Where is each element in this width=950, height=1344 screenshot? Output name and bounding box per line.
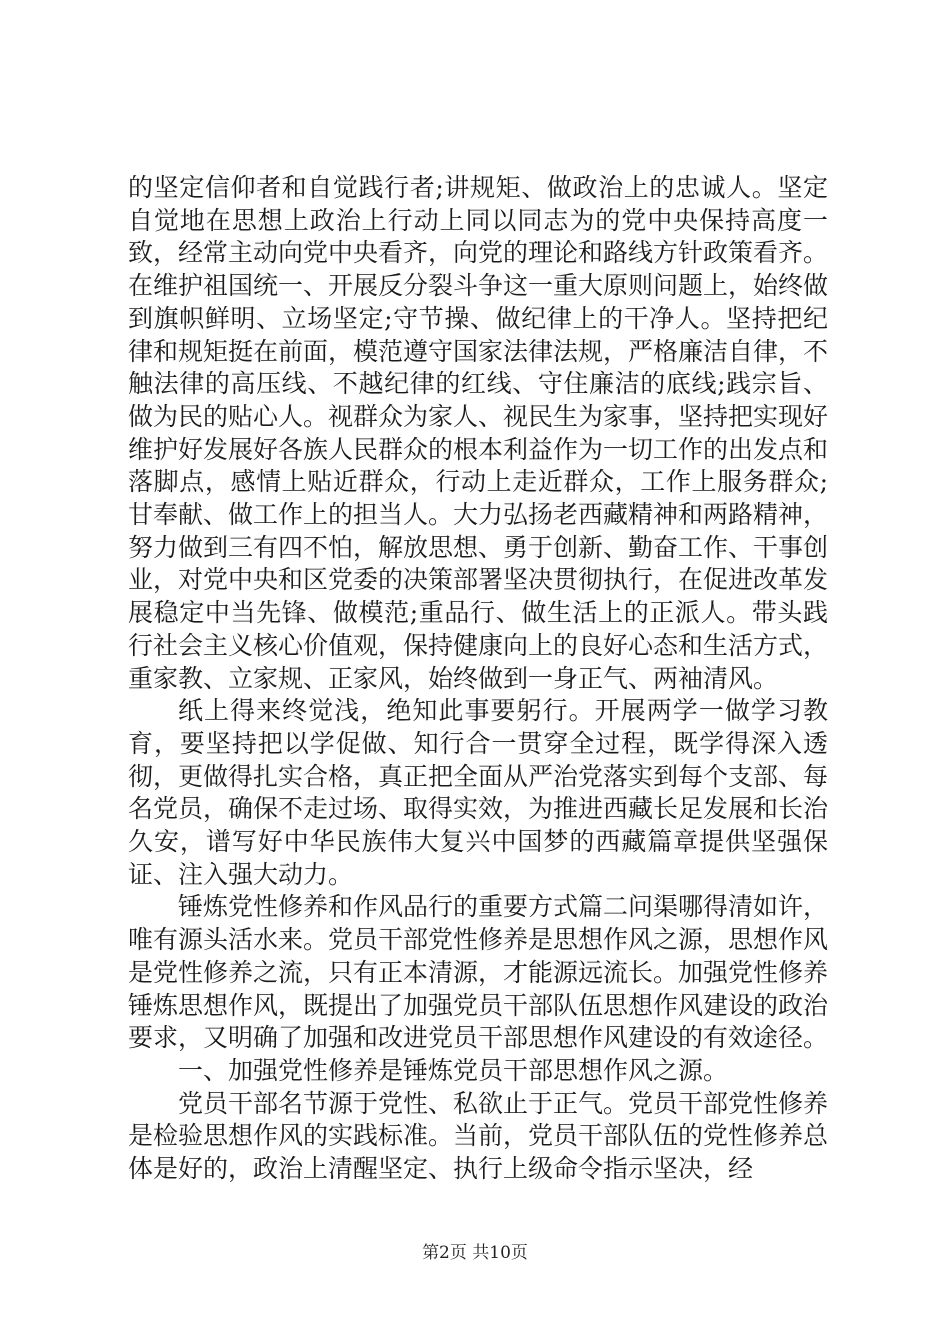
paragraph: 纸上得来终觉浅，绝知此事要躬行。开展两学一做学习教育，要坚持把以学促做、知行合一贯穿全过程，既学得深入透彻，更做得扎实合格，真正把全面从严治党落实到每个支部、每名党员，确保不走过场、取得实效，为推进西藏长足发展和长治久安，谱写好中华民族伟大复兴中国梦的西藏篇章提供坚强保证、注入强大动力。 <box>128 696 829 889</box>
page-number-footer: 第2页 共10页 <box>422 1243 528 1263</box>
paragraph-continued: 的坚定信仰者和自觉践行者;讲规矩、做政治上的忠诚人。坚定自觉地在思想上政治上行动上同以同志为的党中央保持高度一致，经常主动向党中央看齐，向党的理论和路线方针政策看齐。在维护祖国统一、开展反分裂斗争这一重大原则问题上，始终做到旗帜鲜明、立场坚定;守节操、做纪律上的干净人。坚持把纪律和规矩挺在前面，模范遵守国家法律法规，严格廉洁自律，不触法律的高压线、不越纪律的红线、守住廉洁的底线;践宗旨、做为民的贴心人。视群众为家人、视民生为家事，坚持把实现好维护好发展好各族人民群众的根本利益作为一切工作的出发点和落脚点，感情上贴近群众，行动上走近群众，工作上服务群众;甘奉献、做工作上的担当人。大力弘扬老西藏精神和两路精神，努力做到三有四不怕，解放思想、勇于创新、勤奋工作、干事创业，对党中央和区党委的决策部署坚决贯彻执行，在促进改革发展稳定中当先锋、做模范;重品行、做生活上的正派人。带头践行社会主义核心价值观，保持健康向上的良好心态和生活方式，重家教、立家规、正家风，始终做到一身正气、两袖清风。 <box>128 173 829 693</box>
section-heading: 一、加强党性修养是锤炼党员干部思想作风之源。 <box>178 1055 729 1085</box>
paragraph: 锤炼党性修养和作风品行的重要方式篇二问渠哪得清如许，唯有源头活水来。党员干部党性修养是思想作风之源，思想作风是党性修养之流，只有正本清源，才能源远流长。加强党性修养锤炼思想作风，既提出了加强党员干部队伍思想作风建设的政治要求，又明确了加强和改进党员干部思想作风建设的有效途径。 <box>128 892 829 1053</box>
document-body <box>128 172 828 1186</box>
paragraph: 党员干部名节源于党性、私欲止于正气。党员干部党性修养是检验思想作风的实践标准。当前，党员干部队伍的党性修养总体是好的，政治上清醒坚定、执行上级命令指示坚决，经 <box>128 1088 829 1184</box>
